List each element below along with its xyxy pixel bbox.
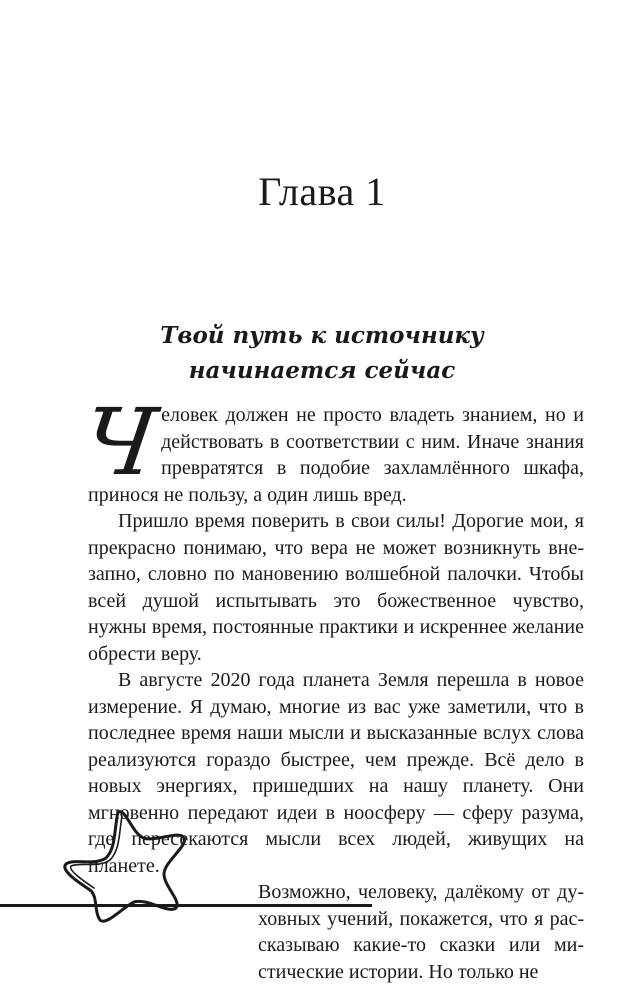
subtitle-line-1: Твой путь к источнику [160,322,484,349]
subtitle-line-2: начинается сейчас [188,357,456,384]
paragraph-3: В августе 2020 года планета Земля перешла в новое измерение. Я думаю, многие из вас уже заметили, что в последнее время наши мысли и высказанные вслух слова реализуются гораздо быстрее, чем прежде. Всё дело в новых энергиях, пришедших на нашу планету. Они мгновенно передают идеи в ноосферу — сферу разума, где пересекаются мысли всех людей, живущих на планете. [88,669,584,877]
paragraph-2: Пришло время поверить в свои силы! Дорогие мои, я прекрасно понимаю, что вера не может возникнуть внезапно, словно по мановению волшебной палочки. Чтобы всей душой испытывать это божественное чувство, нужны время, постоянные практики и искреннее желание обрести веру. [88,510,584,665]
chapter-subtitle [0,318,644,388]
bottom-rule [0,904,372,907]
chapter-title: Глава 1 [258,169,386,214]
paragraph-1-text: еловек должен не просто владеть знанием, но и действовать в соответствии с ним. Иначе знания превратятся в подобие захламлённого шкафа, принося не пользу, а один лишь вред. [88,404,584,506]
star-icon [56,800,206,930]
drop-cap: Ч [76,389,163,496]
paragraph-1 [76,389,584,508]
paragraph-4: Возможно, человеку, далёкому от духовных учений, покажется, что я рассказываю какие-то сказки или мистические истории. Но только не [258,881,584,983]
